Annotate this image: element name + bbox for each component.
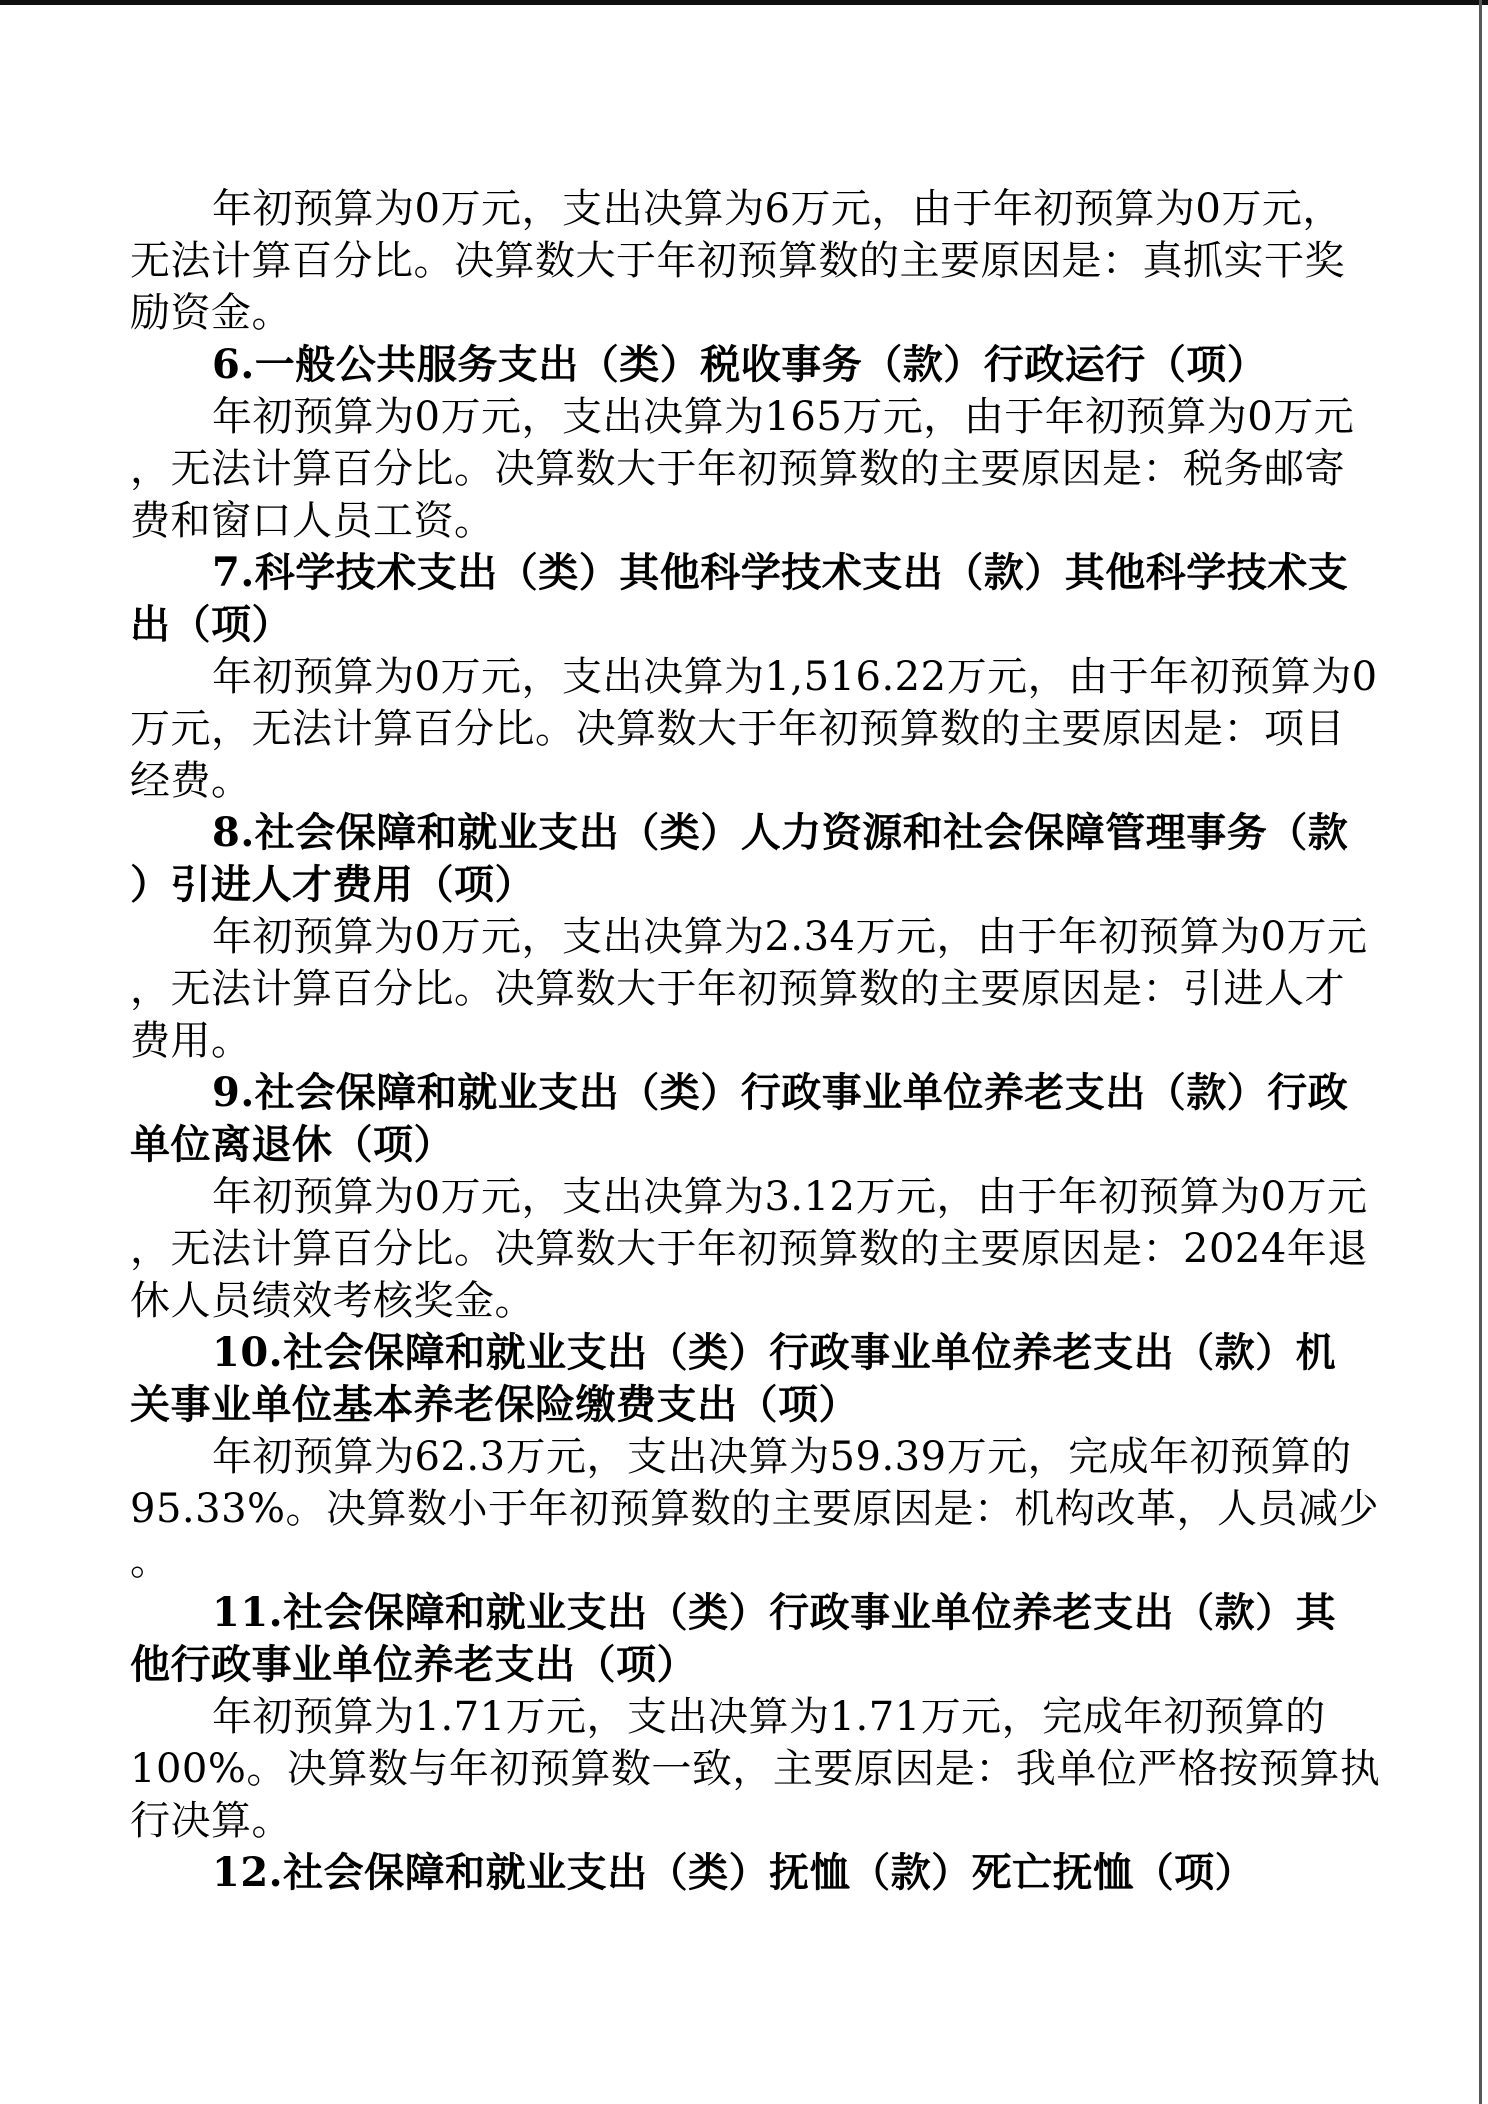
body-line: 95.33%。决算数小于年初预算数的主要原因是：机构改革，人员减少 [130,1486,1380,1532]
body-line: 年初预算为0万元，支出决算为3.12万元，由于年初预算为0万元 [212,1174,1368,1220]
document-text-block [130,183,1381,1899]
heading-line: 9.社会保障和就业支出（类）行政事业单位养老支出（款）行政 [212,1069,1349,1116]
body-line: 年初预算为0万元，支出决算为2.34万元，由于年初预算为0万元 [212,914,1368,960]
body-line: 年初预算为0万元，支出决算为1,516.22万元，由于年初预算为0 [212,654,1378,700]
heading-line: 关事业单位基本养老保险缴费支出（项） [130,1381,859,1428]
body-line: 年初预算为0万元，支出决算为6万元，由于年初预算为0万元， [212,186,1343,232]
body-line: 万元，无法计算百分比。决算数大于年初预算数的主要原因是：项目 [130,706,1345,752]
body-line: 行决算。 [130,1798,292,1844]
heading-line: 出（项） [130,601,292,648]
body-line: ，无法计算百分比。决算数大于年初预算数的主要原因是：引进人才 [130,966,1345,1012]
body-line: 经费。 [130,758,252,804]
heading-line: 7.科学技术支出（类）其他科学技术支出（款）其他科学技术支 [212,549,1349,596]
heading-line: 他行政事业单位养老支出（项） [130,1641,697,1688]
body-line: ，无法计算百分比。决算数大于年初预算数的主要原因是：2024年退 [130,1226,1368,1272]
heading-line: 12.社会保障和就业支出（类）抚恤（款）死亡抚恤（项） [212,1849,1256,1896]
heading-line: 8.社会保障和就业支出（类）人力资源和社会保障管理事务（款 [212,809,1349,856]
heading-line: ）引进人才费用（项） [130,861,535,908]
body-line: 年初预算为1.71万元，支出决算为1.71万元，完成年初预算的 [212,1694,1326,1740]
body-line: 年初预算为62.3万元，支出决算为59.39万元，完成年初预算的 [212,1434,1352,1480]
body-line: 100%。决算数与年初预算数一致，主要原因是：我单位严格按预算执 [130,1746,1381,1792]
body-line: 费和窗口人员工资。 [130,498,495,544]
heading-line: 11.社会保障和就业支出（类）行政事业单位养老支出（款）其 [212,1589,1337,1636]
body-line: 无法计算百分比。决算数大于年初预算数的主要原因是：真抓实干奖 [130,238,1345,284]
body-line: 休人员绩效考核奖金。 [130,1278,535,1324]
body-line: ，无法计算百分比。决算数大于年初预算数的主要原因是：税务邮寄 [130,446,1345,492]
body-line: 励资金。 [130,290,292,336]
scan-right-edge-line [1479,0,1482,2104]
body-line: 费用。 [130,1018,252,1064]
body-line: 。 [130,1538,171,1584]
heading-line: 单位离退休（项） [130,1121,454,1168]
body-line: 年初预算为0万元，支出决算为165万元，由于年初预算为0万元 [212,394,1355,440]
heading-line: 10.社会保障和就业支出（类）行政事业单位养老支出（款）机 [212,1329,1337,1376]
scan-top-edge-line [0,0,1488,5]
heading-line: 6.一般公共服务支出（类）税收事务（款）行政运行（项） [212,341,1268,388]
